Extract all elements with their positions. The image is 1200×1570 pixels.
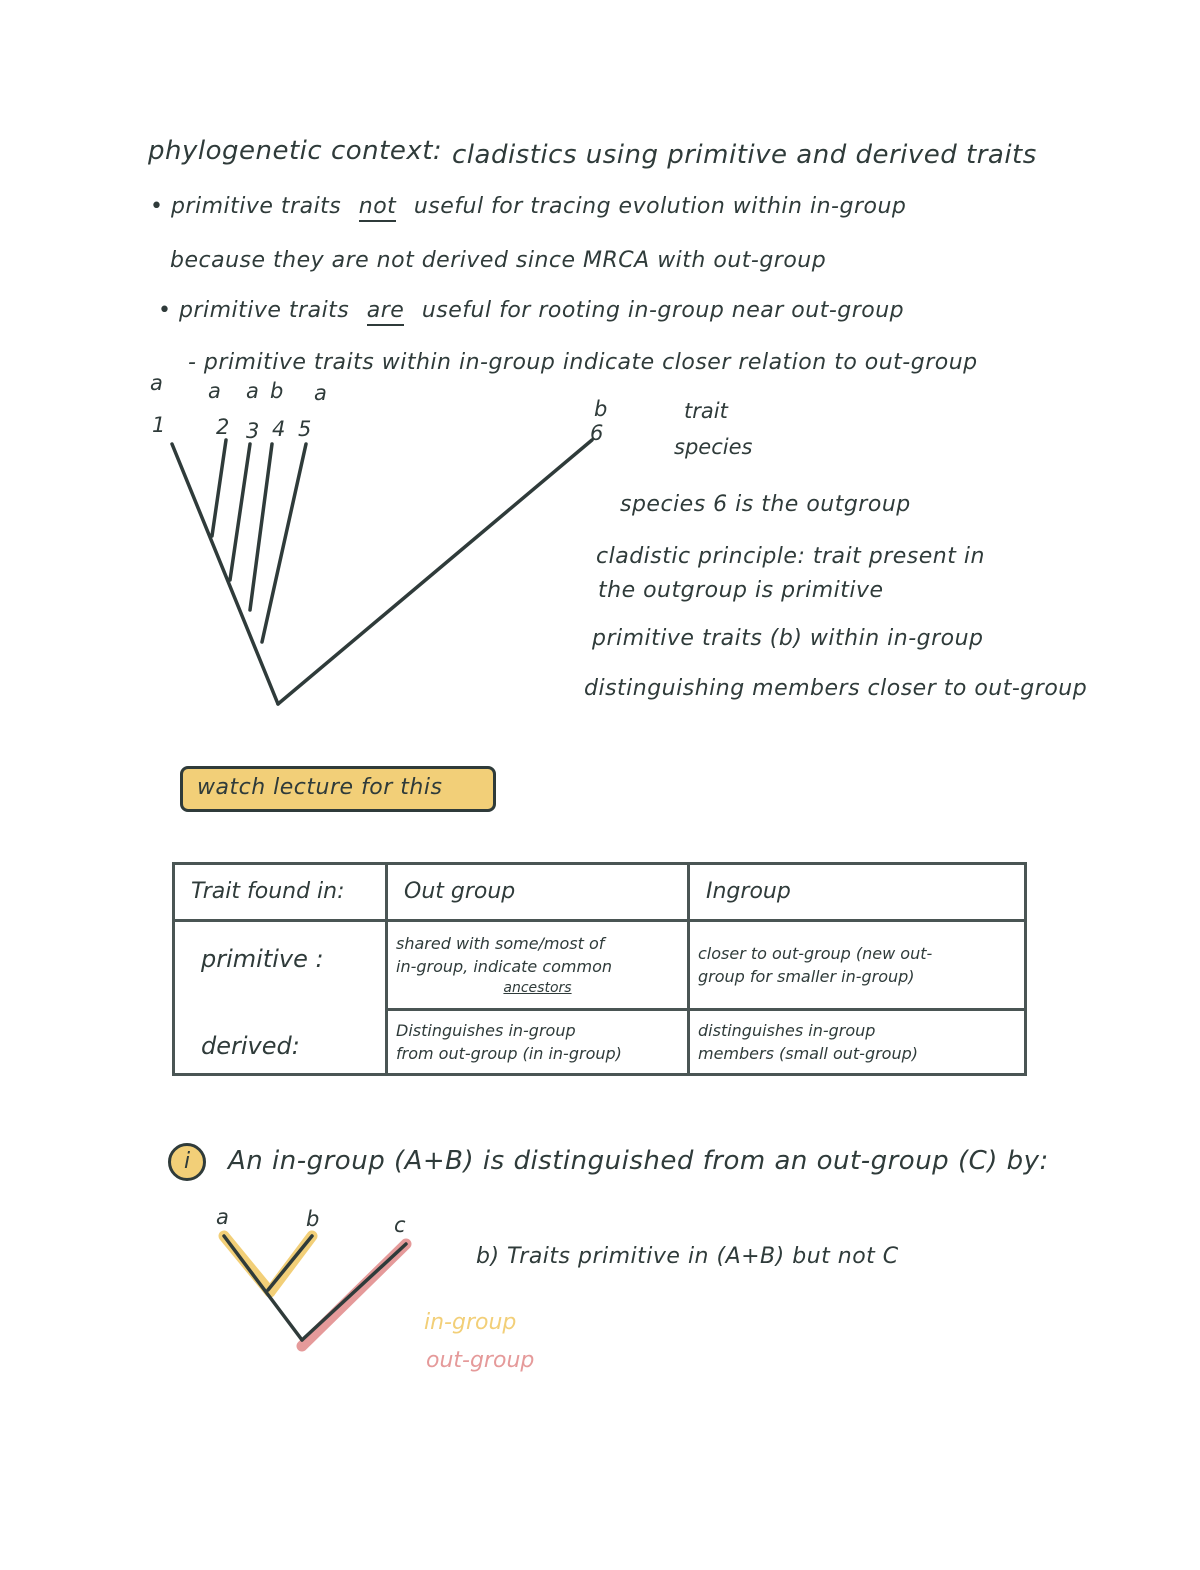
bullet-1-not: not: [359, 194, 397, 222]
der-out-line-1: Distinguishes in-group: [396, 1020, 576, 1040]
prim-in-line-1: closer to out-group (new out-: [698, 943, 933, 963]
branch-a: [224, 1236, 302, 1340]
trait-label-4: b: [270, 379, 284, 403]
trait-label-2: a: [208, 379, 221, 403]
branch-c: [302, 1244, 406, 1340]
side-note-1: species 6 is the outgroup: [620, 492, 911, 517]
branch-2: [212, 440, 226, 536]
bullet-2-are: are: [367, 298, 405, 326]
side-note-4: primitive traits (b) within in-group: [592, 626, 984, 651]
prim-out-line-2: in-group, indicate common: [396, 956, 613, 976]
tree2-label-b: b: [306, 1207, 320, 1231]
species-label-3: 3: [246, 419, 260, 443]
species-label-4: 4: [272, 417, 286, 441]
bullet-1-pre: • primitive traits: [150, 194, 342, 219]
tree2-label-a: a: [216, 1205, 229, 1229]
trait-label-3: a: [246, 379, 259, 403]
table-header-outgroup: Out group: [387, 864, 689, 921]
cell-primitive-ingroup: [689, 921, 1026, 1010]
table-row-labels: [174, 921, 387, 1075]
bullet-1-post: useful for tracing evolution within in-group: [413, 194, 907, 219]
side-note-3: the outgroup is primitive: [598, 578, 884, 603]
legend-trait: trait: [684, 399, 728, 423]
branch-4: [250, 444, 272, 610]
trait-table: [172, 862, 1027, 1076]
cell-derived-outgroup: [387, 1010, 689, 1075]
heading-text: cladistics using primitive and derived traits: [452, 140, 1037, 170]
legend-out-group: out-group: [426, 1348, 535, 1373]
der-in-line-1: distinguishes in-group: [698, 1020, 876, 1040]
highlight-in-group-a: [224, 1236, 270, 1292]
species-label-2: 2: [216, 415, 230, 439]
bullet-2-pre: • primitive traits: [158, 298, 350, 323]
species-label-6: 6: [590, 421, 604, 445]
answer-text: b) Traits primitive in (A+B) but not C: [476, 1244, 899, 1269]
question-text: An in-group (A+B) is distinguished from an out-group (C) by:: [228, 1146, 1049, 1176]
species-label-1: 1: [152, 413, 166, 437]
row-label-derived: derived:: [201, 1031, 300, 1060]
bullet-2-post: useful for rooting in-group near out-group: [421, 298, 905, 323]
branch-b: [268, 1236, 312, 1290]
branch-6: [278, 440, 592, 704]
cell-derived-ingroup: [689, 1010, 1026, 1075]
der-out-line-2: from out-group (in in-group): [396, 1044, 622, 1064]
sub-bullet: - primitive traits within in-group indicate closer relation to out-group: [188, 350, 978, 375]
trait-label-5: a: [314, 381, 327, 405]
table-header-ingroup: Ingroup: [689, 864, 1026, 921]
cell-primitive-outgroup: [387, 921, 689, 1010]
watch-lecture-callout: watch lecture for this: [180, 766, 496, 812]
prim-out-line-3: ancestors: [503, 980, 572, 997]
question-number-badge: i: [168, 1143, 206, 1181]
tree2-label-c: c: [394, 1213, 406, 1237]
prim-in-line-2: group for smaller in-group): [698, 967, 915, 987]
legend-in-group: in-group: [424, 1310, 517, 1335]
bullet-1-continuation: because they are not derived since MRCA with out-group: [170, 248, 827, 273]
row-label-primitive: primitive :: [201, 945, 324, 973]
legend-species: species: [674, 435, 753, 459]
trait-label-6: b: [594, 397, 608, 421]
highlight-out-group: [302, 1244, 406, 1346]
der-in-line-2: members (small out-group): [698, 1044, 918, 1064]
species-label-5: 5: [298, 417, 312, 441]
prim-out-line-1: shared with some/most of: [396, 933, 605, 953]
trait-label-1: a: [150, 371, 163, 395]
branch-3: [230, 444, 250, 580]
highlight-in-group-b: [270, 1236, 312, 1292]
branch-1: [172, 444, 278, 704]
heading-label: phylogenetic context:: [148, 136, 443, 166]
table-corner-header: Trait found in:: [174, 864, 387, 921]
side-note-5: distinguishing members closer to out-group: [584, 676, 1088, 701]
side-note-2: cladistic principle: trait present in: [596, 544, 985, 569]
